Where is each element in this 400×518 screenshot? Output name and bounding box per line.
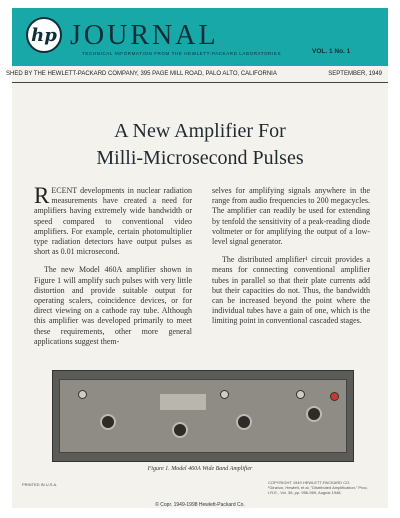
control-knob-icon bbox=[172, 422, 188, 438]
masthead-tagline: TECHNICAL INFORMATION FROM THE HEWLETT-PACKARD LABORATORIES bbox=[82, 51, 282, 56]
output-jack-icon bbox=[220, 390, 229, 399]
monitor-jack-icon bbox=[296, 390, 305, 399]
journal-page bbox=[6, 8, 388, 508]
paragraph-text: ECENT developments in nuclear radiation measurements have created a need for amplifiers having extremely wide bandwidth or speed compared to conventional video amplifiers. For example, certain photomultiplier type radiation detectors have output pulses as short as 0.01 microsecond. bbox=[34, 186, 192, 257]
article-headline bbox=[12, 118, 388, 172]
paragraph bbox=[34, 183, 192, 257]
right-column bbox=[212, 186, 370, 335]
paragraph: selves for amplifying signals anywhere in the range from audio frequencies to 200 megacycles. The amplifier can readily be used for extending by tenfold the sensitivity of a peak-reading diode voltmeter or for amplifying the output of a low-level signal generator. bbox=[212, 186, 370, 247]
paragraph: The distributed amplifier¹ circuit provides a means for connecting conventional amplifier tubes in parallel so that their plate currents add but their capacities do not. Thus, the bandwidth can be increased beyond the point where the individual tubes have a gain of one, which is the limiting point in conventional cascaded stages. bbox=[212, 255, 370, 326]
copyright-footer: © Copr. 1949-1998 Hewlett-Packard Co. bbox=[155, 502, 245, 508]
output-knob-icon bbox=[236, 414, 252, 430]
pilot-lamp-icon bbox=[330, 392, 339, 401]
copyright-block bbox=[268, 480, 378, 495]
left-column bbox=[34, 183, 192, 355]
nameplate bbox=[160, 394, 206, 410]
volume-number: VOL. 1 No. 1 bbox=[312, 48, 351, 55]
power-switch-icon bbox=[306, 406, 322, 422]
input-jack-icon bbox=[78, 390, 87, 399]
reference-footnote: ¹Ginzton, Hewlett, et al, "Distributed Amplification," Proc. I.R.E., Vol. 36, pp. 956-969, August 1948. bbox=[268, 485, 368, 495]
issue-date: SEPTEMBER, 1949 bbox=[328, 71, 382, 77]
amplifier-photo bbox=[52, 370, 354, 462]
masthead bbox=[12, 8, 388, 66]
amplifier-front-panel bbox=[59, 379, 347, 453]
headline-line-2: Milli-Microsecond Pulses bbox=[96, 147, 304, 169]
logo-text: hp bbox=[31, 25, 57, 46]
gain-knob-icon bbox=[100, 414, 116, 430]
divider bbox=[12, 82, 388, 83]
printed-note: PRINTED IN U.S.A. bbox=[22, 482, 58, 487]
hp-logo bbox=[26, 17, 62, 53]
copyright-line: COPYRIGHT 1949 HEWLETT-PACKARD CO. bbox=[268, 480, 351, 485]
drop-cap: R bbox=[34, 183, 50, 208]
paragraph: The new Model 460A amplifier shown in Figure 1 will amplify such pulses with very little distortion and provide suitable output for operating scalers, coincidence devices, or for direct viewing on a cathode ray tube. Although this amplifier was developed primarily to meet these requirements, other more general applications suggest them- bbox=[34, 265, 192, 346]
journal-title: JOURNAL bbox=[70, 20, 219, 51]
headline-line-1: A New Amplifier For bbox=[114, 120, 286, 142]
figure-caption: Figure 1. Model 460A Wide Band Amplifier bbox=[147, 466, 253, 472]
publisher-line: SHED BY THE HEWLETT-PACKARD COMPANY, 395 PAGE MILL ROAD, PALO ALTO, CALIFORNIA bbox=[6, 71, 277, 77]
